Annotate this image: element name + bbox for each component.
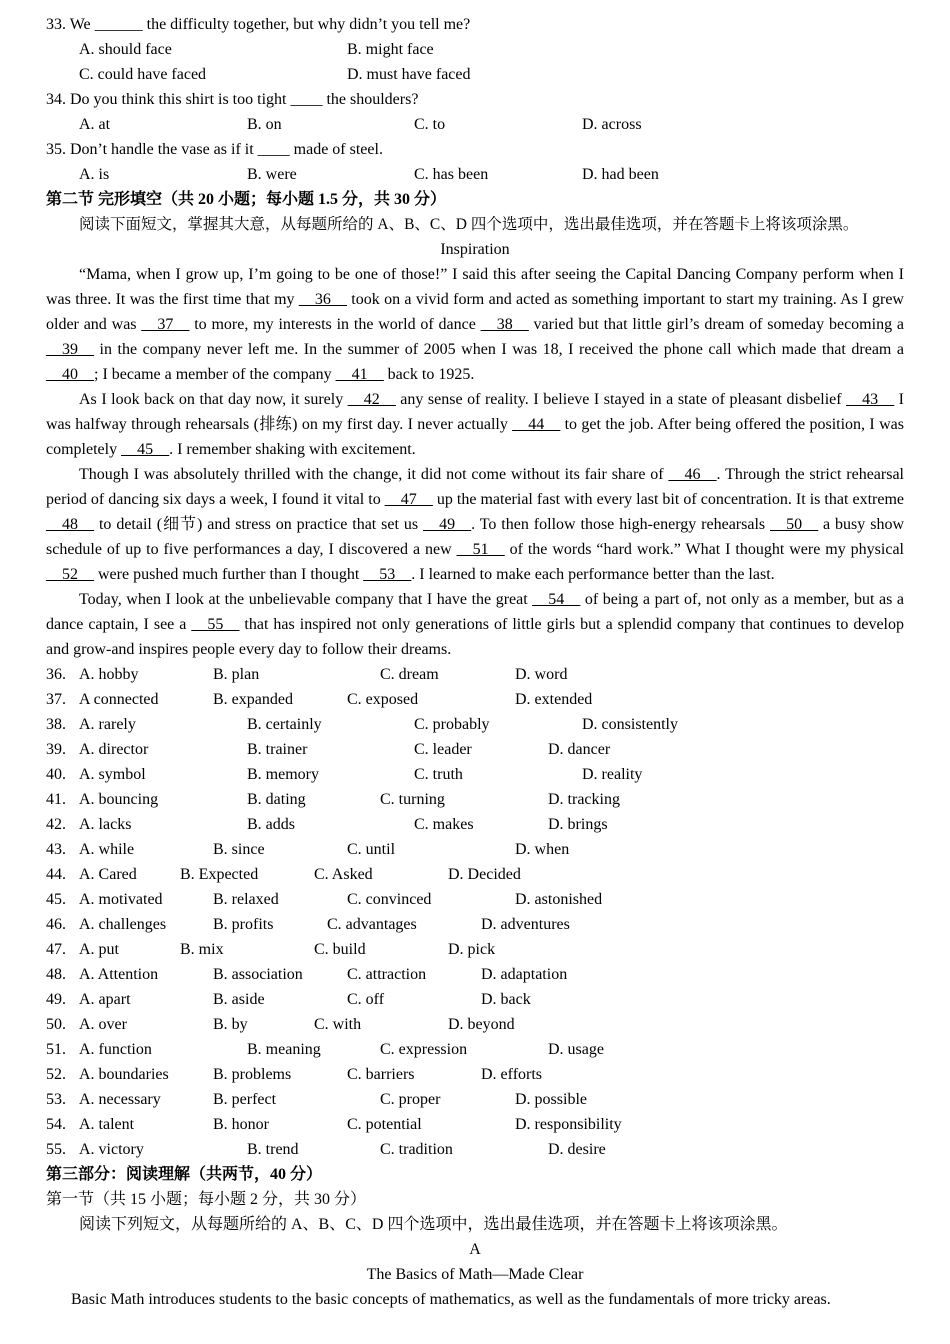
option: D. had been	[582, 166, 659, 183]
question-number: 43.	[46, 841, 66, 858]
question-number: 36.	[46, 666, 66, 683]
cloze-blank: __38__	[480, 316, 529, 333]
option: B. adds	[247, 816, 295, 833]
cloze-blank: __36__	[298, 291, 347, 308]
option: D. adaptation	[481, 966, 568, 983]
cloze-question-row	[46, 1112, 904, 1137]
option: D. when	[515, 841, 570, 858]
cloze-blank: __49__	[423, 516, 472, 533]
cloze-question-row	[46, 862, 904, 887]
option: C. probably	[414, 716, 490, 733]
cloze-question-row	[46, 1137, 904, 1162]
passage-text: in the company never left me. In the summer of 2005 when I was 18, I received the phone call which made that dream a	[94, 341, 904, 358]
question-number: 52.	[46, 1066, 66, 1083]
passage-text: took on a vivid form and acted as something important to start my training. As I grew older and was	[46, 291, 904, 333]
cloze-question-row	[46, 912, 904, 937]
cloze-blank: __45__	[121, 441, 170, 458]
passage-text: that has inspired not only generations of little girls but a splendid company that continues to develop and grow-and inspires people every day to follow their dreams.	[46, 616, 904, 658]
option: C. build	[314, 941, 366, 958]
option: A. victory	[79, 1141, 144, 1158]
cloze-question-row	[46, 712, 904, 737]
option: B. association	[213, 966, 303, 983]
question-35	[46, 137, 904, 187]
passage-text: of the words “hard work.” What I thought were my physical	[504, 541, 904, 558]
passage-title: The Basics of Math—Made Clear	[366, 1266, 584, 1283]
question-stem: 33. We ______ the difficulty together, but why didn’t you tell me?	[46, 16, 471, 33]
option: C. until	[347, 841, 396, 858]
question-number: 47.	[46, 941, 66, 958]
option: A. Cared	[79, 866, 137, 883]
option: A. motivated	[79, 891, 163, 908]
option: D. pick	[448, 941, 496, 958]
passage-text: a busy show schedule of up to five performances a day, I discovered a new	[46, 516, 905, 558]
passage-text: to detail (细节) and stress on practice that set us	[94, 516, 424, 533]
question-stem: 34. Do you think this shirt is too tight ____ the shoulders?	[46, 91, 419, 108]
option: D. reality	[582, 766, 643, 783]
option: B. certainly	[247, 716, 322, 733]
question-number: 53.	[46, 1091, 66, 1108]
option: C. dream	[380, 666, 439, 683]
cloze-blank: __37__	[141, 316, 190, 333]
option: A. bouncing	[79, 791, 159, 808]
question-number: 41.	[46, 791, 66, 808]
option: D. across	[582, 116, 642, 133]
cloze-blank: __47__	[384, 491, 433, 508]
option: B. trainer	[247, 741, 308, 758]
option: B. since	[213, 841, 265, 858]
option: D. word	[515, 666, 568, 683]
option: B. dating	[247, 791, 306, 808]
option: B. problems	[213, 1066, 292, 1083]
cloze-question-row	[46, 962, 904, 987]
passage-text: any sense of reality. I believe I stayed in a state of pleasant disbelief	[395, 391, 847, 408]
option: B. on	[247, 116, 282, 133]
option: C. potential	[347, 1116, 422, 1133]
option: A. challenges	[79, 916, 167, 933]
option: B. honor	[213, 1116, 269, 1133]
cloze-questions	[46, 662, 904, 1162]
cloze-question-row	[46, 987, 904, 1012]
cloze-question-row	[46, 1012, 904, 1037]
option: B. by	[213, 1016, 248, 1033]
option: C. has been	[414, 166, 489, 183]
option: C. to	[414, 116, 446, 133]
question-33	[46, 12, 904, 87]
option: B. profits	[213, 916, 274, 933]
passage-paragraph	[46, 587, 904, 662]
cloze-blank: __44__	[512, 416, 561, 433]
question-number: 51.	[46, 1041, 66, 1058]
section-instruction: 阅读下面短文，掌握其大意，从每题所给的 A、B、C、D 四个选项中，选出最佳选项，并在答题卡上将该项涂黑。	[79, 216, 859, 233]
cloze-blank: __54__	[532, 591, 581, 608]
part-heading: 第三部分：阅读理解（共两节，40 分）	[46, 1166, 323, 1183]
cloze-question-row	[46, 687, 904, 712]
option: D. possible	[515, 1091, 587, 1108]
option: A. function	[79, 1041, 152, 1058]
cloze-blank: __46__	[668, 466, 717, 483]
question-number: 37.	[46, 691, 66, 708]
option: C. turning	[380, 791, 445, 808]
passage-paragraph	[46, 462, 904, 587]
option: D. adventures	[481, 916, 570, 933]
cloze-question-row	[46, 837, 904, 862]
passage-text: were pushed much further than I thought	[94, 566, 364, 583]
option: A. should face	[79, 41, 172, 58]
option: B. were	[247, 166, 297, 183]
question-number: 45.	[46, 891, 66, 908]
passage-text: varied but that little girl’s dream of someday becoming a	[528, 316, 905, 333]
option: C. barriers	[347, 1066, 415, 1083]
cloze-blank: __50__	[770, 516, 819, 533]
passage-text: As I look back on that day now, it surely	[79, 391, 348, 408]
option: C. exposed	[347, 691, 419, 708]
option: A. put	[79, 941, 119, 958]
option: B. expanded	[213, 691, 293, 708]
question-number: 38.	[46, 716, 66, 733]
passage-title: Inspiration	[440, 241, 510, 258]
option: A. boundaries	[79, 1066, 169, 1083]
option: B. meaning	[247, 1041, 321, 1058]
question-number: 48.	[46, 966, 66, 983]
cloze-blank: __43__	[846, 391, 895, 408]
question-number: 49.	[46, 991, 66, 1008]
question-number: 44.	[46, 866, 66, 883]
option: A. rarely	[79, 716, 136, 733]
cloze-blank: __53__	[363, 566, 412, 583]
passage-text: back to 1925.	[383, 366, 475, 383]
option: B. aside	[213, 991, 265, 1008]
question-number: 42.	[46, 816, 66, 833]
option: D. back	[481, 991, 531, 1008]
cloze-blank: __42__	[347, 391, 396, 408]
cloze-blank: __39__	[46, 341, 94, 358]
option: D. usage	[548, 1041, 604, 1058]
cloze-question-row	[46, 812, 904, 837]
option-row	[46, 162, 904, 187]
option: D. consistently	[582, 716, 678, 733]
option: A. over	[79, 1016, 127, 1033]
option: A. director	[79, 741, 149, 758]
option: D. beyond	[448, 1016, 515, 1033]
question-34	[46, 87, 904, 137]
cloze-blank: __51__	[456, 541, 505, 558]
cloze-question-row	[46, 1037, 904, 1062]
option: A. necessary	[79, 1091, 161, 1108]
passage-text: ; I became a member of the company	[94, 366, 336, 383]
option: A. talent	[79, 1116, 135, 1133]
option: B. mix	[180, 941, 224, 958]
option: A. at	[79, 116, 111, 133]
option: A. while	[79, 841, 135, 858]
option: A. apart	[79, 991, 131, 1008]
passage-text: I was halfway through rehearsals (排练) on my first day. I never actually	[46, 391, 905, 433]
option-row	[46, 62, 904, 87]
option: B. might face	[347, 41, 434, 58]
option: D. desire	[548, 1141, 606, 1158]
passage-paragraph	[46, 262, 904, 387]
passage-text: of being a part of, not only as a member, but as a dance captain, I see a	[46, 591, 904, 633]
question-number: 40.	[46, 766, 66, 783]
option: D. tracking	[548, 791, 620, 808]
passage-paragraph	[46, 387, 904, 462]
cloze-question-row	[46, 887, 904, 912]
option: B. memory	[247, 766, 319, 783]
cloze-passage	[46, 262, 904, 662]
sub-heading: 第一节（共 15 小题；每小题 2 分，共 30 分）	[46, 1191, 367, 1208]
cloze-blank: __40__	[46, 366, 94, 383]
question-number: 55.	[46, 1141, 66, 1158]
passage-text: to more, my interests in the world of dance	[189, 316, 481, 333]
option: C. convinced	[347, 891, 432, 908]
option: B. trend	[247, 1141, 299, 1158]
passage-text: . Through the strict rehearsal period of dancing six days a week, I found it vital to	[46, 466, 904, 508]
cloze-question-row	[46, 1087, 904, 1112]
option: D. dancer	[548, 741, 611, 758]
cloze-question-row	[46, 937, 904, 962]
question-number: 39.	[46, 741, 66, 758]
option: C. expression	[380, 1041, 468, 1058]
option: C. Asked	[314, 866, 373, 883]
option: C. could have faced	[79, 66, 207, 83]
option: D. must have faced	[347, 66, 471, 83]
passage-first-line: Basic Math introduces students to the basic concepts of mathematics, as well as the fundamentals of more tricky areas.	[71, 1291, 831, 1308]
option: C. proper	[380, 1091, 441, 1108]
option: C. leader	[414, 741, 472, 758]
option: D. responsibility	[515, 1116, 622, 1133]
cloze-blank: __41__	[335, 366, 384, 383]
section-heading: 第二节 完形填空（共 20 小题；每小题 1.5 分，共 30 分）	[46, 191, 447, 208]
question-number: 46.	[46, 916, 66, 933]
cloze-blank: __48__	[46, 516, 94, 533]
passage-text: “Mama, when I grow up, I’m going to be one of those!” I said this after seeing the Capital Dancing Company perform when I was three. It was the first time that my	[46, 266, 904, 308]
option: C. attraction	[347, 966, 427, 983]
cloze-blank: __52__	[46, 566, 94, 583]
passage-text: . I remember shaking with excitement.	[169, 441, 416, 458]
cloze-question-row	[46, 762, 904, 787]
passage-label: A	[469, 1241, 481, 1258]
option: D. efforts	[481, 1066, 543, 1083]
option: C. off	[347, 991, 385, 1008]
cloze-question-row	[46, 1062, 904, 1087]
part-instruction: 阅读下列短文，从每题所给的 A、B、C、D 四个选项中，选出最佳选项，并在答题卡上将该项涂黑。	[79, 1216, 788, 1233]
option: C. truth	[414, 766, 463, 783]
passage-text: . I learned to make each performance better than the last.	[411, 566, 775, 583]
option: D. brings	[548, 816, 608, 833]
option: A. is	[79, 166, 110, 183]
option: B. plan	[213, 666, 260, 683]
option: A. lacks	[79, 816, 132, 833]
cloze-question-row	[46, 737, 904, 762]
passage-text: . To then follow those high-energy rehearsals	[471, 516, 771, 533]
passage-text: up the material fast with every last bit of concentration. It is that extreme	[432, 491, 904, 508]
option: B. relaxed	[213, 891, 279, 908]
option: A. hobby	[79, 666, 139, 683]
option: A. Attention	[79, 966, 159, 983]
passage-text: to get the job. After being offered the position, I was completely	[46, 416, 904, 458]
question-number: 50.	[46, 1016, 66, 1033]
cloze-question-row	[46, 787, 904, 812]
option: C. makes	[414, 816, 474, 833]
option: D. extended	[515, 691, 593, 708]
option: A connected	[79, 691, 159, 708]
passage-text: Though I was absolutely thrilled with the change, it did not come without its fair share of	[79, 466, 669, 483]
question-stem: 35. Don’t handle the vase as if it ____ made of steel.	[46, 141, 383, 158]
option: C. with	[314, 1016, 362, 1033]
option: B. Expected	[180, 866, 259, 883]
cloze-blank: __55__	[191, 616, 240, 633]
option: C. tradition	[380, 1141, 453, 1158]
option: C. advantages	[327, 916, 417, 933]
option-row	[46, 112, 904, 137]
option: A. symbol	[79, 766, 146, 783]
cloze-question-row	[46, 662, 904, 687]
option: D. Decided	[448, 866, 521, 883]
option-row	[46, 37, 904, 62]
option: B. perfect	[213, 1091, 277, 1108]
option: D. astonished	[515, 891, 603, 908]
question-number: 54.	[46, 1116, 66, 1133]
passage-text: Today, when I look at the unbelievable company that I have the great	[79, 591, 533, 608]
